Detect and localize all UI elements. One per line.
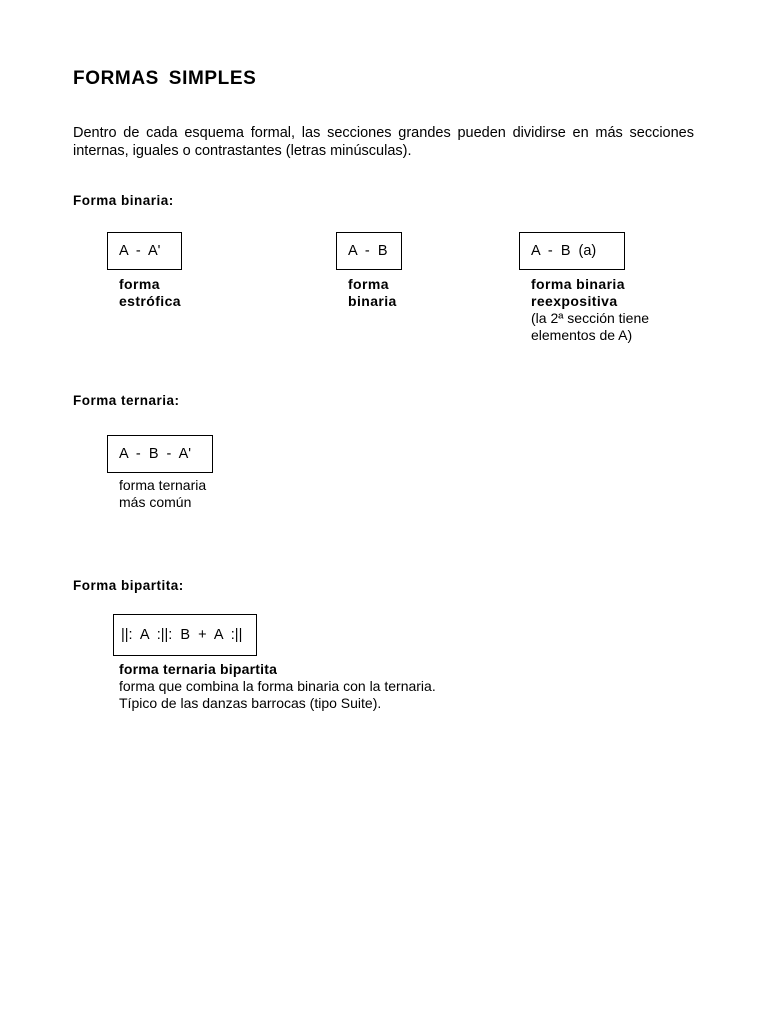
scheme-box-ternaria: A - B - A' <box>107 435 213 473</box>
heading-forma-ternaria: Forma ternaria: <box>73 393 180 408</box>
caption-line: más común <box>119 494 192 510</box>
caption-reexpositiva <box>531 276 649 344</box>
caption-line: binaria <box>348 293 397 309</box>
caption-line: forma ternaria <box>119 477 207 493</box>
scheme-box-estrofica: A - A' <box>107 232 182 270</box>
intro-paragraph: Dentro de cada esquema formal, las secciones grandes pueden dividirse en más secciones internas, iguales o contrastantes (letras minúsculas). <box>73 125 694 159</box>
caption-ternaria <box>119 477 206 511</box>
caption-line: forma <box>348 276 389 292</box>
caption-line: forma ternaria bipartita <box>119 661 278 677</box>
caption-line: forma binaria <box>531 276 625 292</box>
caption-line: reexpositiva <box>531 293 618 309</box>
heading-forma-bipartita: Forma bipartita: <box>73 578 184 593</box>
caption-line: elementos de A) <box>531 327 633 343</box>
page-title: FORMAS SIMPLES <box>73 68 257 89</box>
scheme-box-reexpositiva: A - B (a) <box>519 232 625 270</box>
caption-bipartita <box>119 661 436 712</box>
caption-binaria <box>348 276 397 310</box>
scheme-box-binaria: A - B <box>336 232 402 270</box>
caption-line: (la 2ª sección tiene <box>531 310 650 326</box>
caption-estrofica <box>119 276 181 310</box>
caption-line: Típico de las danzas barrocas (tipo Suite). <box>119 695 382 711</box>
heading-forma-binaria: Forma binaria: <box>73 193 174 208</box>
caption-line: forma que combina la forma binaria con la ternaria. <box>119 678 436 694</box>
caption-line: estrófica <box>119 293 181 309</box>
caption-line: forma <box>119 276 160 292</box>
scheme-box-bipartita: ||: A :||: B + A :|| <box>113 614 257 656</box>
